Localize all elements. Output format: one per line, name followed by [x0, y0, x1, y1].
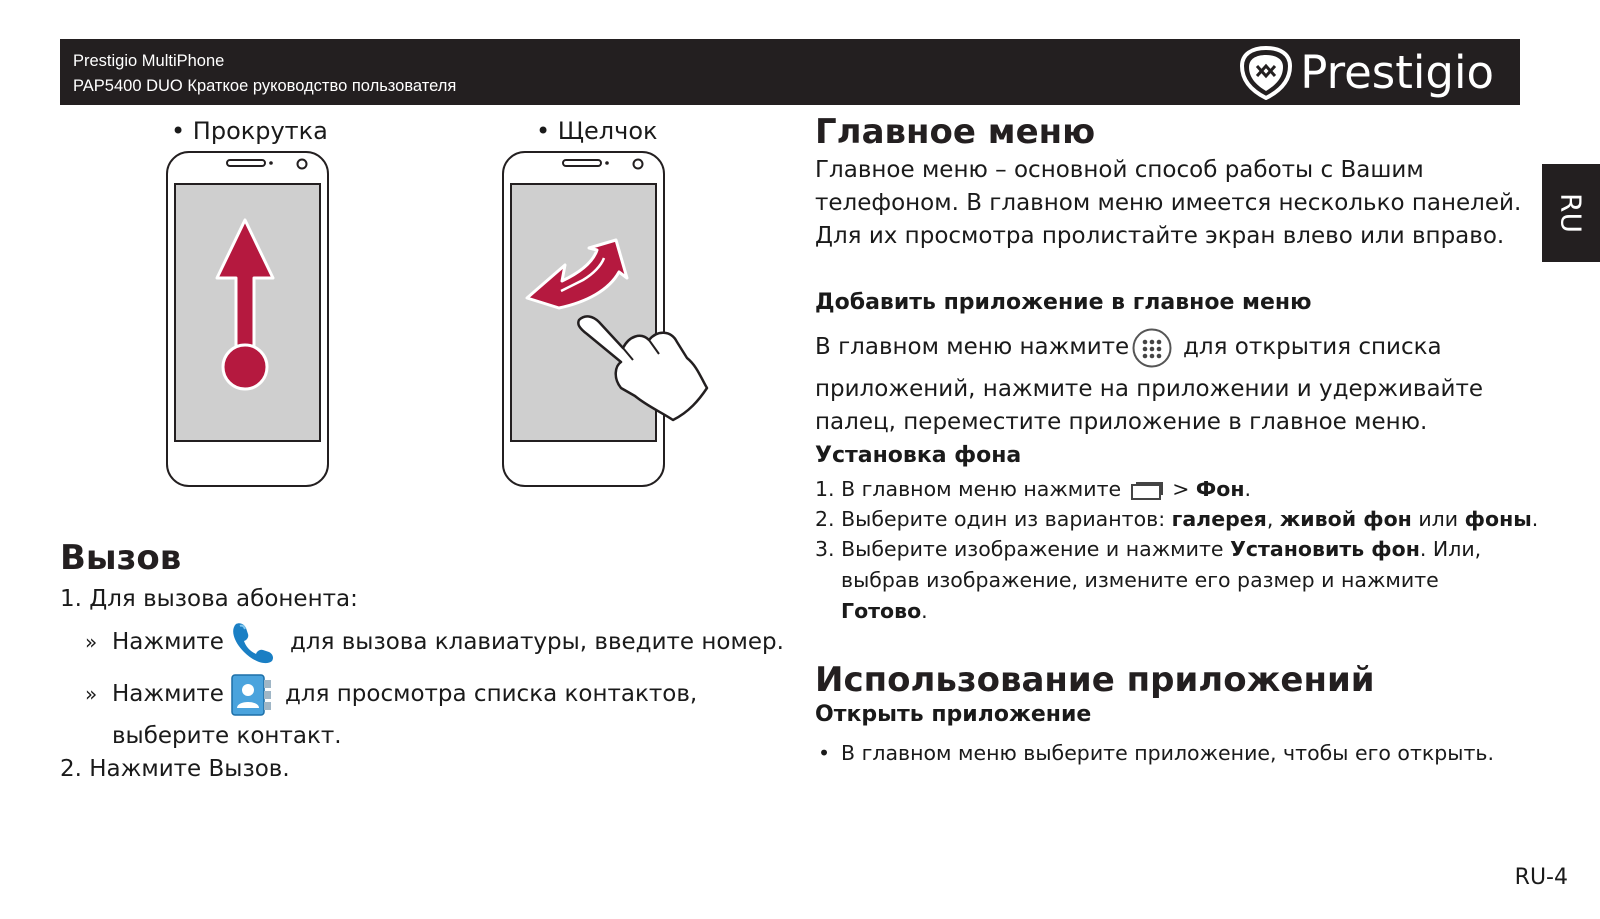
logo-wordmark: Prestigio — [1300, 46, 1494, 99]
main-menu-line-1: Главное меню – основной способ работы с Вашим — [815, 157, 1424, 183]
wallpaper-step-1-text: 1. В главном меню нажмите — [815, 477, 1122, 501]
contacts-icon — [229, 672, 275, 718]
language-tab-label: RU — [1554, 193, 1588, 233]
wallpaper-step-1-end: . — [1244, 477, 1252, 501]
wallpaper-step-3-line-2: выбрав изображение, измените его размер и нажмите — [841, 568, 1439, 592]
phone-dialer-icon — [230, 620, 276, 664]
header-bar — [60, 39, 1520, 105]
main-menu-title: Главное меню — [815, 112, 1096, 152]
open-app-text: В главном меню выберите приложение, чтобы его открыть. — [841, 741, 1495, 765]
main-menu-line-3: Для их просмотра пролистайте экран влево или вправо. — [815, 223, 1505, 249]
wallpaper-step-2-end: . — [1531, 507, 1539, 531]
tap-caption: • Щелчок — [536, 117, 658, 145]
wallpaper-step-3-post: . Или, — [1419, 537, 1482, 561]
brand-logo — [1240, 46, 1494, 100]
wallpaper-option-gallery: галерея — [1171, 507, 1267, 531]
prestigio-shield-icon — [1240, 46, 1292, 100]
call-bullet-1-post: для вызова клавиатуры, введите номер. — [290, 629, 784, 655]
header-subtitle: PAP5400 DUO Краткое руководство пользователя — [73, 77, 457, 95]
bullet-marker: » — [85, 630, 98, 654]
scroll-caption: • Прокрутка — [171, 117, 328, 145]
language-tab — [1542, 164, 1600, 262]
wallpaper-step-1-separator: > — [1172, 477, 1190, 501]
add-app-pre: В главном меню нажмите — [815, 334, 1130, 360]
set-wallpaper-label: Установить фон — [1230, 537, 1420, 561]
add-app-heading: Добавить приложение в главное меню — [815, 290, 1312, 315]
page-number: RU-4 — [1514, 865, 1568, 890]
app-drawer-icon — [1131, 327, 1173, 369]
tap-gesture-illustration — [501, 150, 721, 488]
header-product: Prestigio MultiPhone — [73, 52, 225, 70]
add-app-line-3: палец, переместите приложение в главное меню. — [815, 409, 1428, 435]
open-app-heading: Открыть приложение — [815, 702, 1092, 727]
done-label: Готово — [841, 599, 922, 623]
wallpaper-step-3 — [815, 534, 1481, 565]
call-bullet-2-post: для просмотра списка контактов, — [285, 681, 698, 707]
main-menu-line-2: телефоном. В главном меню имеется несколько панелей. — [815, 190, 1522, 216]
call-bullet-2-continued: выберите контакт. — [112, 723, 342, 749]
menu-key-icon — [1130, 477, 1166, 501]
wallpaper-option-fon: Фон — [1195, 477, 1245, 501]
wallpaper-step-2-comma: , — [1266, 507, 1274, 531]
wallpaper-step-2-text: 2. Выберите один из вариантов: — [815, 507, 1166, 531]
wallpaper-option-live: живой фон — [1279, 507, 1412, 531]
wallpaper-step-2 — [815, 504, 1538, 535]
call-step-1: 1. Для вызова абонента: — [60, 586, 358, 612]
wallpaper-step-1 — [815, 474, 1251, 505]
wallpaper-heading: Установка фона — [815, 443, 1022, 468]
add-app-line-2: приложений, нажмите на приложении и удерживайте — [815, 376, 1484, 402]
call-bullet-2-pre: Нажмите — [112, 681, 224, 707]
wallpaper-step-3-text: 3. Выберите изображение и нажмите — [815, 537, 1224, 561]
wallpaper-option-wallpapers: фоны — [1464, 507, 1532, 531]
call-section-title: Вызов — [60, 538, 182, 578]
wallpaper-step-2-or: или — [1418, 507, 1459, 531]
apps-section-title: Использование приложений — [815, 660, 1375, 700]
wallpaper-step-3-end: . — [921, 599, 928, 623]
call-step-2: 2. Нажмите Вызов. — [60, 756, 290, 782]
wallpaper-step-3-line-3 — [841, 596, 928, 627]
scroll-gesture-illustration — [165, 150, 330, 488]
add-app-post: для открытия списка — [1183, 334, 1442, 360]
call-bullet-1-pre: Нажмите — [112, 629, 224, 655]
open-app-bullet: • — [818, 741, 831, 765]
bullet-marker: » — [85, 682, 98, 706]
